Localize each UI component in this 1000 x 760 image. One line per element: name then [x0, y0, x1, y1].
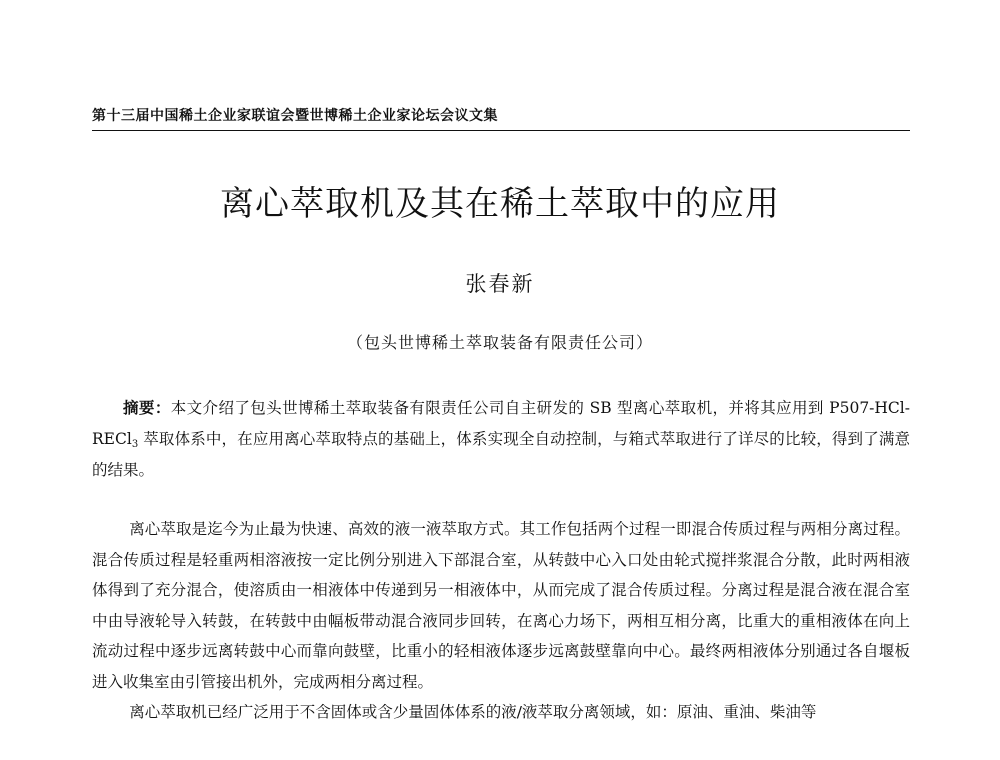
- body-text: [92, 514, 910, 728]
- article-title: 离心萃取机及其在稀土萃取中的应用: [220, 184, 780, 224]
- abstract-subscript: 3: [131, 439, 139, 450]
- author-name: 张春新: [465, 272, 535, 296]
- abstract-text-part2: 萃取体系中，在应用离心萃取特点的基础上，体系实现全自动控制，与箱式萃取进行了详尽的比较，得到了满意的结果。: [92, 430, 910, 479]
- abstract-text-part1: 本文介绍了包头世博稀土萃取装备有限责任公司自主研发的 SB 型离心萃取机，并将其应用到 P507-HCl-RECl: [92, 399, 910, 448]
- body-paragraph: 离心萃取是迄今为止最为快速、高效的液一液萃取方式。其工作包括两个过程一即混合传质过程与两相分离过程。混合传质过程是轻重两相溶液按一定比例分别进入下部混合室，从转鼓中心入口处由轮式搅拌浆混合分散，此时两相液体得到了充分混合，使溶质由一相液体中传递到另一相液体中，从而完成了混合传质过程。分离过程是混合液在混合室中由导液轮导入转鼓，在转鼓中由幅板带动混合液同步回转，在离心力场下，两相互相分离，比重大的重相液体在向上流动过程中逐步远离转鼓中心而靠向鼓壁，比重小的轻相液体逐步远离鼓壁靠向中心。最终两相液体分别通过各自堰板进入收集室由引管接出机外，完成两相分离过程。: [92, 520, 910, 691]
- author-affiliation: （包头世博稀土萃取装备有限责任公司）: [346, 333, 653, 352]
- abstract: [92, 392, 910, 486]
- body-paragraph: 离心萃取机已经广泛用于不含固体或含少量固体体系的液/液萃取分离领域，如：原油、重油、柴油等: [129, 703, 817, 721]
- abstract-label: 摘要：: [123, 398, 171, 417]
- running-header: 第十三届中国稀土企业家联谊会暨世博稀土企业家论坛会议文集: [92, 105, 910, 131]
